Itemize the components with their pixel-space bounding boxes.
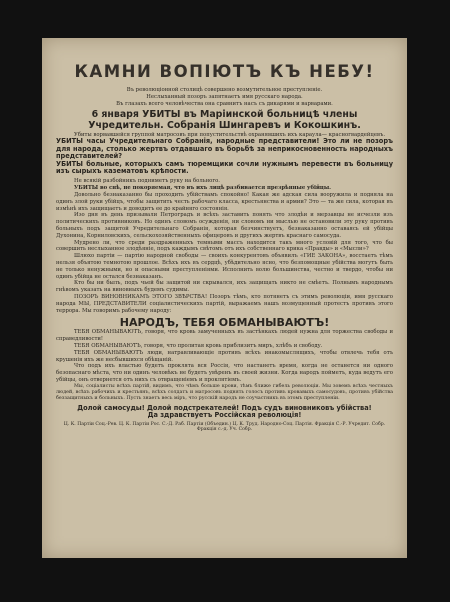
cry-line-1: УБИТЫ часы Учредительнаго Собранія, народные представители! Это ли не позоръ для народа, столько жертвъ отдавшаго въ борьбѣ за неприкосновенность народныхъ представителей? — [56, 137, 393, 161]
body-paragraph: Шлюхо партіи — партію народной свободы — своихъ конкурентовъ объявилъ «ГИЕ ЗАКОНА», восстаетъ тѣмъ нельзя объятою темнотою прошлое. Всѣхъ ихъ въ сердцѣ, убѣдительно ясно, что безпомощные убійства могутъ быть не только ненужными, но и опасными преступленіями. Исполнить волю большинства, честно и твердо, чтобы ни одинъ убійца не остался безнаказанъ. — [56, 253, 393, 280]
announce-heading: 6 января УБИТЫ въ Маріинской больницѣ члены Учредительн. Собранія Шингаревъ и Кокошкинъ. — [88, 109, 361, 131]
deception-block — [42, 329, 407, 401]
poster-sheet — [42, 38, 407, 558]
body-paragraph: Мудрено ли, что среди раздраженныхъ темными массъ находится такъ много условій для того, что бы совершить неслыханное злодѣяніе, подъ каждымъ свѣтомъ отъ ихъ собственнаго крика «Правды» и «Мысли»? — [56, 239, 393, 253]
body-paragraph: Мы, соціалисты всѣхъ партій, видимъ, что чѣмъ больше крови, тѣмъ ближе гибель революціи. Мы зовемъ всѣхъ честныхъ людей, всѣхъ рабочихъ и крестьянъ, всѣхъ солдатъ и матросовъ поднять голосъ противъ кровавыхъ самосудовъ, противъ убійства беззащитныхъ и больныхъ. Пусть знаетъ весь міръ, что русскій народъ не соучастникъ въ этомъ преступленіи. — [56, 383, 393, 401]
body-paragraph: ТЕБЯ ОБМАНЫВАЮТЪ люди, натравливающіе противъ всѣхъ инакомыслящихъ, чтобы отвлечь тебя отъ крушенія ихъ же несбывшихся обѣщаній. — [56, 349, 393, 363]
body-paragraph: ТЕБЯ ОБМАНЫВАЮТЪ, говоря, что кровь замученныхъ въ застѣнкахъ людей нужна для торжества свободы и справедливости! — [56, 329, 393, 343]
body-block — [42, 178, 407, 314]
body-paragraph: ТЕБЯ ОБМАНЫВАЮТЪ, говоря, что пролитая кровь приблизитъ миръ, хлѣбъ и свободу. — [74, 342, 323, 349]
cry-line-2: УБИТЫ больные, которыхъ самъ тюремщики сочли нужнымъ перевести въ больницу изъ сырыхъ казематовъ крѣпости. — [56, 159, 393, 175]
poster-headline: КАМНИ ВОПІЮТЪ КЪ НЕБУ! — [74, 62, 375, 81]
sub-heading: НАРОДЪ, ТЕБЯ ОБМАНЫВАЮТЪ! — [119, 316, 330, 330]
intro-line: Въ революціонной столицѣ совершено возмутительное преступленіе. — [126, 87, 323, 93]
footer-slogan: Да здравствуетъ Россійская революція! — [147, 411, 302, 420]
intro-block — [42, 87, 407, 107]
body-paragraph: Что подъ ихъ властью будетъ проклята вся Россія, что настанетъ время, когда не останется ни одного безопаснаго мѣста, что ни одинъ человѣкъ не будетъ увѣренъ въ своей жизни. Когда народъ пойметъ, куда ведутъ его убійцы, онъ отвернется отъ нихъ съ отвращеніемъ и проклятіемъ. — [56, 363, 393, 383]
killers-line: Убиты ворвавшейся группой матросовъ при попустительствѣ охранявшихъ ихъ караула— красногвардейцевъ. — [74, 131, 386, 138]
body-paragraph: Довольно безнаказанно бы проходить убійствамъ спокойно! Какая же адская сила вооружила и подняла на одинъ злой руки убійцъ, чтобы защитить честь рабочаго класса, крестьянства и армии? Это — та же сила, которая въ измѣнѣ ихъ защищаетъ и доводитъ ее до крайняго состоянія. — [56, 192, 393, 212]
body-paragraph: ПОЗОРЪ ВИНОВНИКАМЪ ЭТОГО ЗВѢРСТВА! Позоръ тѣмъ, кто потянетъ съ этимъ революціи, имя русскаго народа МЫ, ПРЕДСТАВИТЕЛИ соціалистическихъ партій, выражаемъ нашъ возмущенный протестъ противъ этого террора. Мы говоримъ рабочему народу: — [56, 293, 393, 314]
sub-heading-block — [42, 316, 407, 329]
body-paragraph: Изо дня въ день призывали Петроградъ и всѣхъ заставить понять что злодѣи и мерзавцы не исчезли изъ политическихъ противниковъ. Но одинъ словомъ осужденія, ни словомъ ни мыслью не остановили эту руку противъ больныхъ подъ защитой Учредительнаго Собранія, которая безчинствуетъ, безнаказанно оставаясь ей убійцы Духонина, Корниловскихъ, сельскохозяйственныхъ офицеровъ и другихъ жертвъ краснаго самосуда. — [56, 212, 393, 239]
footer-slogan: Долой самосуды! Долой подстрекателей! Подъ судъ виновниковъ убійства! — [77, 403, 372, 412]
intro-line: Неслыханный позоръ запятнаетъ имя русскаго народа. — [146, 93, 303, 100]
signatures: Ц. К. Партіи Соц.-Рев. Ц. К. Партіи Рос. С.-Д. Раб. Партіи (Объедин.) Ц. К. Труд. Народно-Соц. Партія. Фракція С.-Р. Учредит. Собр. Фракція с.-д. Уч. Собр. — [63, 421, 386, 433]
body-paragraph: Не всякій разбойникъ подниметъ руку на больного. — [74, 178, 220, 185]
body-paragraph: УБИТЫ во снѣ, не покоряемая, что въ ихъ лицѣ разбивается презрѣнные убійцы. — [74, 185, 331, 192]
body-paragraph: Кто бы ни былъ, подъ чьей бы защитой ни скрывался, ихъ защищать никто не смѣетъ. Полнымъ народнымъ гнѣвомъ указать на виновныхъ будемъ судимы. — [56, 280, 393, 294]
announce-block — [42, 110, 407, 175]
footer-block — [42, 405, 407, 433]
intro-line: Въ глазахъ всего человѣчества она сравнитъ насъ съ дикарями и варварами. — [116, 100, 333, 107]
